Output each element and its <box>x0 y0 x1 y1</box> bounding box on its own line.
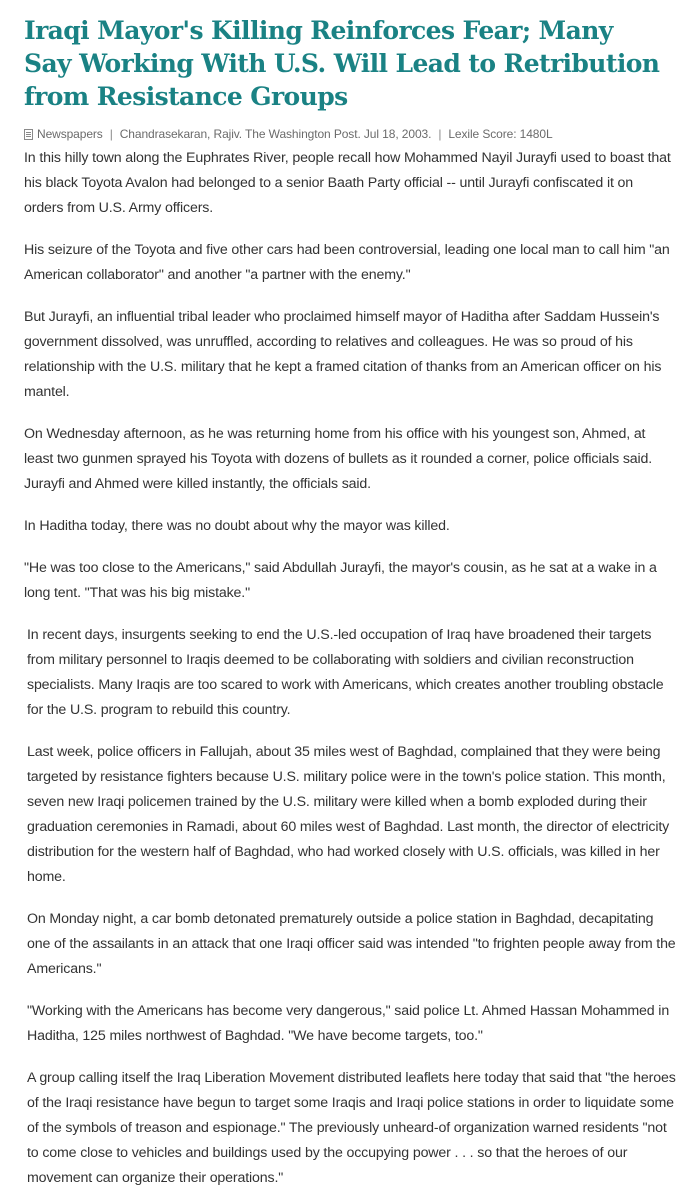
lexile-score: Lexile Score: 1480L <box>448 127 553 141</box>
meta-separator: | <box>438 127 442 141</box>
paragraph: A group calling itself the Iraq Liberation Movement distributed leaflets here today that said that "the heroes of the Iraqi resistance have begun to target some Iraqis and Iraqi police stations in order to liquidate some of the symbols of treason and espionage." The previously unheard-of organization warned residents "not to come close to vehicles and buildings used by the occupying power . . . so that the heroes of our movement can organize their operations." <box>27 1070 676 1186</box>
paragraph: But Jurayfi, an influential tribal leader who proclaimed himself mayor of Haditha after Saddam Hussein's government dissolved, was unruffled, according to relatives and colleagues. He was so proud of his relationship with the U.S. military that he kept a framed citation of thanks from an American officer on his mantel. <box>24 309 662 400</box>
paragraph: On Monday night, a car bomb detonated prematurely outside a police station in Baghdad, decapitating one of the assailants in an attack that one Iraqi officer said was intended "to frighten people away from the Americans." <box>27 911 676 977</box>
paragraph: In this hilly town along the Euphrates River, people recall how Mohammed Nayil Jurayfi used to boast that his black Toyota Avalon had belonged to a senior Baath Party official -- until Jurayfi confiscated it on orders from U.S. Army officers. <box>24 150 671 216</box>
paragraph: "Working with the Americans has become very dangerous," said police Lt. Ahmed Hassan Mohammed in Haditha, 125 miles northwest of Baghdad. "We have become targets, too." <box>27 1003 670 1044</box>
paragraph: In Haditha today, there was no doubt about why the mayor was killed. <box>24 518 450 534</box>
article-body <box>24 146 676 1191</box>
paragraph: "He was too close to the Americans," said Abdullah Jurayfi, the mayor's cousin, as he sat at a wake in a long tent. "That was his big mistake." <box>24 560 657 601</box>
paragraph: Last week, police officers in Fallujah, about 35 miles west of Baghdad, complained that they were being targeted by resistance fighters because U.S. military police were in the town's police station. This month, seven new Iraqi policemen trained by the U.S. military were killed when a bomb exploded during their graduation ceremonies in Ramadi, about 60 miles west of Baghdad. Last month, the director of electricity distribution for the western half of Baghdad, who had worked closely with U.S. officials, was killed in her home. <box>27 744 670 885</box>
paragraph: On Wednesday afternoon, as he was returning home from his office with his youngest son, Ahmed, at least two gunmen sprayed his Toyota with dozens of bullets as it rounded a corner, police officials said. Jurayfi and Ahmed were killed instantly, the officials said. <box>24 426 653 492</box>
source-type[interactable]: Newspapers <box>37 127 103 141</box>
newspaper-icon <box>24 129 33 140</box>
paragraph: In recent days, insurgents seeking to end the U.S.-led occupation of Iraq have broadened their targets from military personnel to Iraqis deemed to be collaborating with soldiers and civilian reconstruction specialists. Many Iraqis are too scared to work with Americans, which creates another troubling obstacle for the U.S. program to rebuild this country. <box>27 627 664 718</box>
paragraph: His seizure of the Toyota and five other cars had been controversial, leading one local man to call him "an American collaborator" and another "a partner with the enemy." <box>24 242 670 283</box>
meta-separator: | <box>109 127 113 141</box>
article-meta <box>24 126 673 142</box>
citation: Chandrasekaran, Rajiv. The Washington Post. Jul 18, 2003. <box>119 127 432 141</box>
article-title: Iraqi Mayor's Killing Reinforces Fear; Many Say Working With U.S. Will Lead to Retribution from Resistance Groups <box>24 16 660 111</box>
